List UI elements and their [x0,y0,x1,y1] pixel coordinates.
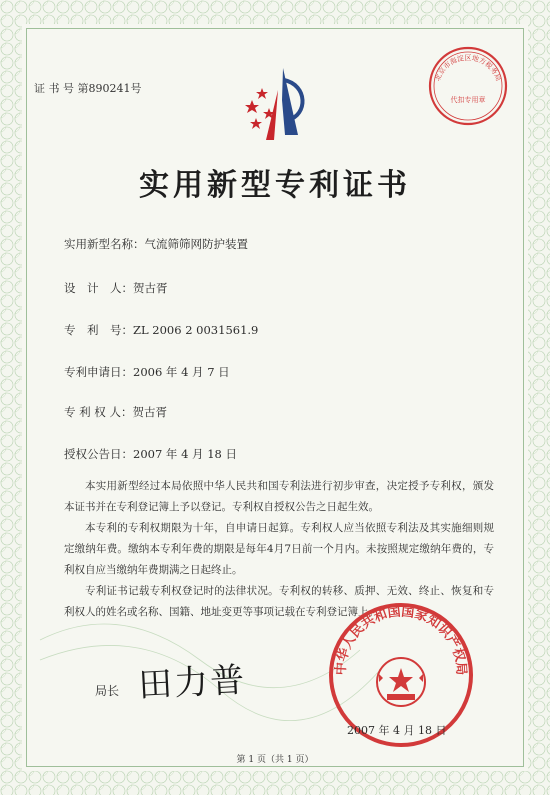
field-designer: 设 计 人：贺古胥 [64,281,168,295]
field-utility-model-name: 实用新型名称：气流筛筛网防护装置 [64,237,248,251]
patent-office-logo [238,60,328,150]
body-paragraph: 专利证书记载专利权登记时的法律状况。专利权的转移、质押、无效、终止、恢复和专利权人的姓名或名称、国籍、地址变更等事项记载在专利登记簿上。 [64,585,494,618]
issue-date: 2007 年 4 月 18 日 [347,724,447,737]
field-grant-announcement-date: 授权公告日：2007 年 4 月 18 日 [64,447,237,461]
page-number: 第 1 页（共 1 页） [236,755,314,765]
small-seal-subtext: 代扣专用章 [450,96,486,104]
small-seal-text: 北京市海淀区地方税务局 [433,54,503,83]
page-title: 实用新型专利证书 [139,168,411,203]
certificate-number: 证 书 号 第890241号 [34,82,142,95]
body-paragraph: 本专利的专利权期限为十年，自申请日起算。专利权人应当依照专利法及其实施细则规定缴纳年费。缴纳本专利年费的期限是每年4月7日前一个月内。未按照规定缴纳年费的，专利权自应当缴纳年费期满之日起终止。 [64,522,494,576]
field-patentee: 专 利 权 人：贺古胥 [64,405,167,419]
national-emblem-icon [377,658,425,706]
director-signature: 田力普 [137,660,248,706]
big-seal-text: 中华人民共和国国家知识产权局 [333,604,469,676]
body-paragraph: 本实用新型经过本局依照中华人民共和国专利法进行初步审查，决定授予专利权，颁发本证书并在专利登记簿上予以登记。专利权自授权公告之日起生效。 [64,480,494,513]
signature-label: 局长 [95,684,120,698]
tax-bureau-seal [426,44,510,128]
field-application-date: 专利申请日：2006 年 4 月 7 日 [64,365,230,379]
field-patent-number: 专 利 号：ZL 2006 2 0031561.9 [64,323,259,337]
